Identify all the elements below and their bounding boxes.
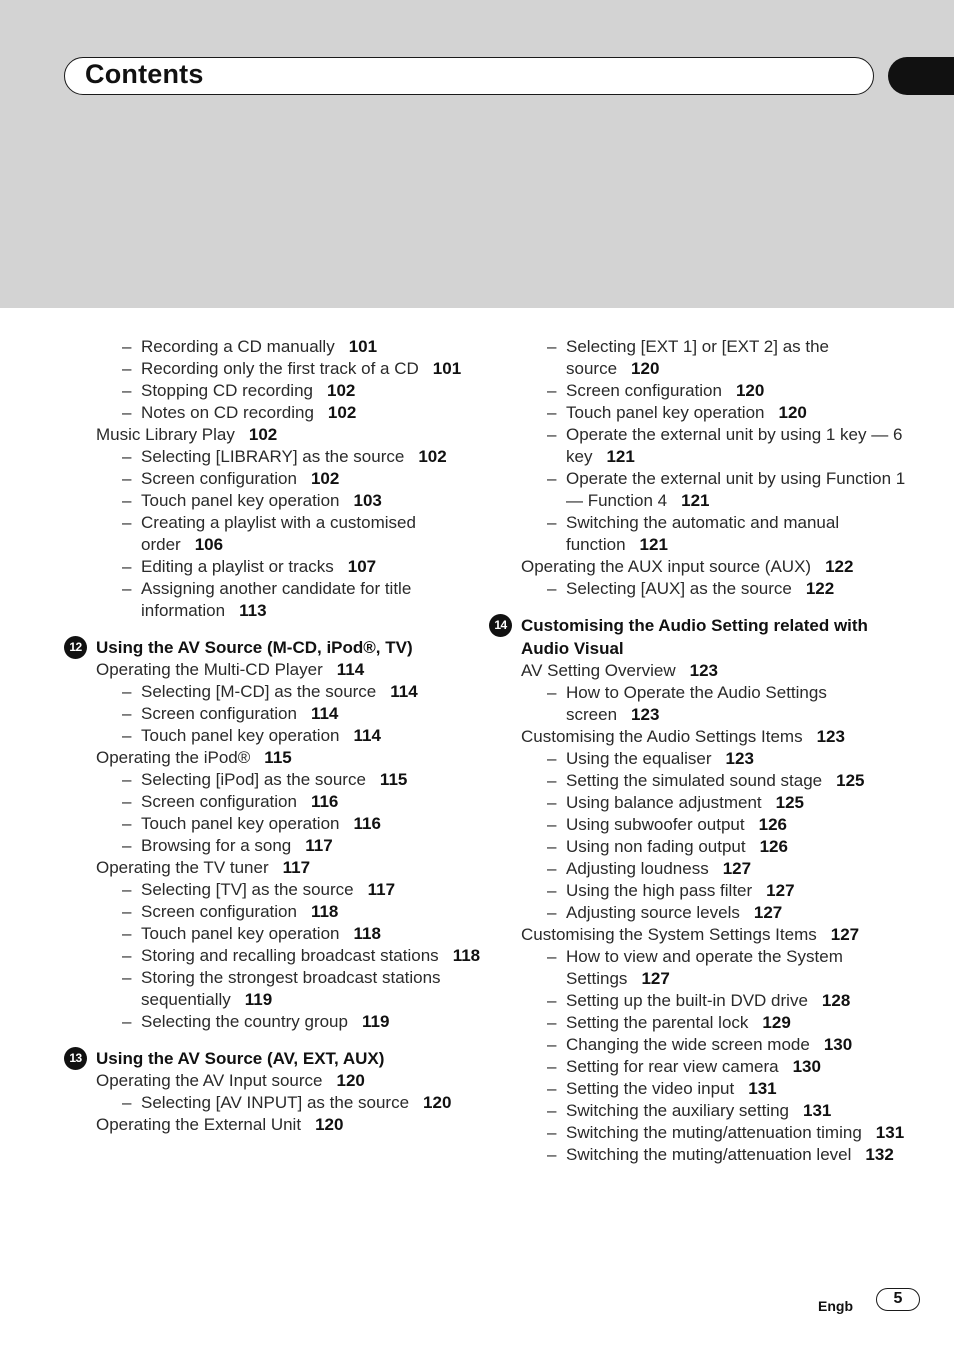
toc-subsection-entry[interactable]	[64, 380, 484, 402]
toc-subsection-entry[interactable]	[64, 512, 484, 556]
toc-entry-text: Customising the System Settings Items	[521, 925, 817, 944]
toc-subsection-entry[interactable]	[64, 769, 484, 791]
toc-entry-text: Adjusting source levels	[566, 903, 740, 922]
dash-bullet-icon: –	[547, 793, 557, 812]
toc-section-entry[interactable]	[489, 924, 909, 946]
toc-page-number: 121	[606, 447, 635, 466]
toc-entry-text: Browsing for a song	[141, 836, 292, 855]
toc-page-number: 120	[778, 403, 807, 422]
toc-entry-text: Assigning another candidate for title information	[141, 579, 412, 620]
toc-page-number: 127	[641, 969, 670, 988]
dash-bullet-icon: –	[122, 968, 132, 987]
toc-entry-text: Selecting the country group	[141, 1012, 348, 1031]
toc-subsection-entry[interactable]	[489, 814, 909, 836]
dash-bullet-icon: –	[122, 337, 132, 356]
toc-entry-text: Operating the External Unit	[96, 1115, 302, 1134]
toc-page-number: 119	[361, 1012, 390, 1031]
dash-bullet-icon: –	[122, 1012, 132, 1031]
toc-section-entry[interactable]	[489, 660, 909, 682]
toc-subsection-entry[interactable]	[489, 792, 909, 814]
toc-subsection-entry[interactable]	[64, 813, 484, 835]
dash-bullet-icon: –	[547, 991, 557, 1010]
toc-page-number: 131	[748, 1079, 777, 1098]
toc-entry-text: Editing a playlist or tracks	[141, 557, 334, 576]
toc-page-number: 130	[823, 1035, 853, 1054]
toc-subsection-entry[interactable]	[64, 490, 484, 512]
toc-subsection-entry[interactable]	[64, 725, 484, 747]
toc-entry-text: Setting up the built-in DVD drive	[566, 991, 808, 1010]
toc-entry-text: How to view and operate the System Settings	[566, 947, 843, 988]
dash-bullet-icon: –	[547, 1101, 557, 1120]
toc-page-number: 120	[315, 1115, 344, 1134]
dash-bullet-icon: –	[122, 381, 132, 400]
toc-entry-text: Operating the Multi-CD Player	[96, 660, 323, 679]
toc-subsection-entry[interactable]	[489, 1078, 909, 1100]
toc-page-number: 127	[766, 881, 795, 900]
toc-page-number: 128	[821, 991, 851, 1010]
toc-subsection-entry[interactable]	[489, 380, 909, 402]
dash-bullet-icon: –	[122, 902, 132, 921]
dash-bullet-icon: –	[547, 469, 557, 488]
toc-entry-text: Adjusting loudness	[566, 859, 709, 878]
dash-bullet-icon: –	[122, 836, 132, 855]
toc-entry-text: Selecting [TV] as the source	[141, 880, 354, 899]
toc-entry-text: Switching the muting/attenuation timing	[566, 1123, 862, 1142]
toc-entry-text: Switching the auxiliary setting	[566, 1101, 790, 1120]
toc-page-number: 125	[775, 793, 804, 812]
toc-subsection-entry[interactable]	[489, 836, 909, 858]
toc-subsection-entry[interactable]	[489, 336, 909, 380]
toc-page-number: 115	[379, 770, 408, 789]
toc-page-number: 120	[631, 359, 660, 378]
toc-page-number: 117	[282, 858, 311, 877]
toc-subsection-entry[interactable]	[64, 578, 484, 622]
toc-subsection-entry[interactable]	[489, 512, 909, 556]
dash-bullet-icon: –	[547, 1123, 557, 1142]
dash-bullet-icon: –	[122, 880, 132, 899]
toc-page-number: 119	[244, 990, 273, 1009]
section-tab	[888, 57, 954, 95]
title-bar	[64, 57, 874, 95]
toc-page-number: 123	[816, 727, 845, 746]
dash-bullet-icon: –	[122, 814, 132, 833]
toc-entry-text: Using subwoofer output	[566, 815, 745, 834]
toc-entry-text: Stopping CD recording	[141, 381, 313, 400]
toc-page-number: 120	[735, 381, 765, 400]
toc-entry-text: Selecting [AUX] as the source	[566, 579, 792, 598]
toc-entry-text: Recording only the first track of a CD	[141, 359, 419, 378]
toc-subsection-entry[interactable]	[64, 402, 484, 424]
chapter-number-icon: 12	[64, 636, 87, 659]
toc-entry-text: Operating the AV Input source	[96, 1071, 323, 1090]
dash-bullet-icon: –	[547, 837, 557, 856]
page-title: Contents	[85, 59, 204, 89]
toc-entry-text: Switching the muting/attenuation level	[566, 1145, 852, 1164]
toc-entry-text: Selecting [EXT 1] or [EXT 2] as the source	[566, 337, 830, 378]
dash-bullet-icon: –	[547, 381, 557, 400]
toc-entry-text: Operate the external unit by using Function 1 — Function 4	[566, 469, 906, 510]
toc-subsection-entry[interactable]	[64, 791, 484, 813]
dash-bullet-icon: –	[122, 447, 132, 466]
toc-entry-text: Using balance adjustment	[566, 793, 762, 812]
toc-page-number: 102	[418, 447, 447, 466]
toc-subsection-entry[interactable]	[64, 967, 484, 1011]
toc-entry-text: Creating a playlist with a customised order	[141, 513, 416, 554]
toc-entry-text: Selecting [M-CD] as the source	[141, 682, 377, 701]
toc-section-entry[interactable]	[64, 659, 484, 681]
toc-page-number: 117	[305, 836, 333, 855]
dash-bullet-icon: –	[122, 513, 132, 532]
chapter-heading[interactable]	[64, 1047, 484, 1070]
dash-bullet-icon: –	[122, 557, 132, 576]
dash-bullet-icon: –	[122, 403, 132, 422]
toc-subsection-entry[interactable]	[489, 1144, 909, 1166]
toc-subsection-entry[interactable]	[64, 446, 484, 468]
toc-entry-text: Operating the TV tuner	[96, 858, 269, 877]
toc-page-number: 106	[194, 535, 224, 554]
toc-entry-text: Changing the wide screen mode	[566, 1035, 810, 1054]
toc-entry-text: Screen configuration	[141, 469, 297, 488]
toc-entry-text: Storing the strongest broadcast stations sequentially	[141, 968, 441, 1009]
language-code: Engb	[818, 1298, 853, 1314]
toc-subsection-entry[interactable]	[64, 901, 484, 923]
toc-entry-text: Touch panel key operation	[141, 726, 340, 745]
toc-page-number: 114	[390, 682, 418, 701]
toc-subsection-entry[interactable]	[489, 682, 909, 726]
dash-bullet-icon: –	[547, 1057, 557, 1076]
toc-subsection-entry[interactable]	[64, 945, 484, 967]
toc-page-number: 127	[830, 925, 860, 944]
toc-entry-text: Switching the automatic and manual function	[566, 513, 840, 554]
toc-entry-text: Customising the Audio Settings Items	[521, 727, 803, 746]
toc-page-number: 129	[762, 1013, 791, 1032]
toc-subsection-entry[interactable]	[489, 770, 909, 792]
toc-page-number: 127	[722, 859, 752, 878]
toc-entry-text: Storing and recalling broadcast stations	[141, 946, 439, 965]
dash-bullet-icon: –	[547, 683, 557, 702]
toc-page-number: 123	[631, 705, 660, 724]
toc-subsection-entry[interactable]	[489, 1034, 909, 1056]
dash-bullet-icon: –	[547, 903, 557, 922]
toc-entry-text: Music Library Play	[96, 425, 235, 444]
toc-subsection-entry[interactable]	[64, 835, 484, 857]
toc-page-number: 130	[792, 1057, 821, 1076]
dash-bullet-icon: –	[547, 425, 557, 444]
header-band	[0, 0, 954, 308]
toc-page-number: 126	[759, 837, 788, 856]
chapter-heading[interactable]	[64, 636, 484, 659]
toc-entry-text: Using non fading output	[566, 837, 746, 856]
toc-section-entry[interactable]	[489, 556, 909, 578]
toc-page-number: 114	[336, 660, 365, 679]
dash-bullet-icon: –	[122, 946, 132, 965]
dash-bullet-icon: –	[122, 682, 132, 701]
toc-page-number: 101	[432, 359, 462, 378]
toc-entry-text: How to Operate the Audio Settings screen	[566, 683, 827, 724]
toc-page-number: 102	[248, 425, 278, 444]
toc-entry-text: Using the equaliser	[566, 749, 712, 768]
toc-page-number: 117	[367, 880, 396, 899]
toc-page-number: 115	[264, 748, 292, 767]
toc-entry-text: Operating the AUX input source (AUX)	[521, 557, 812, 576]
toc-entry-text: Touch panel key operation	[566, 403, 765, 422]
toc-page-number: 123	[689, 661, 719, 680]
toc-entry-text: Screen configuration	[566, 381, 722, 400]
toc-entry-text: Screen configuration	[141, 704, 297, 723]
dash-bullet-icon: –	[122, 579, 132, 598]
chapter-title: Using the AV Source (M-CD, iPod®, TV)	[96, 638, 413, 657]
toc-section-entry[interactable]	[64, 1114, 484, 1136]
toc-subsection-entry[interactable]	[489, 1122, 909, 1144]
toc-entry-text: Recording a CD manually	[141, 337, 335, 356]
toc-page-number: 114	[353, 726, 381, 745]
toc-page-number: 102	[327, 403, 357, 422]
toc-entry-text: Using the high pass filter	[566, 881, 753, 900]
page-number: 5	[876, 1288, 920, 1311]
toc-entry-text: Operate the external unit by using 1 key — 6 key	[566, 425, 903, 466]
toc-page-number: 103	[353, 491, 382, 510]
toc-page-number: 116	[310, 792, 339, 811]
dash-bullet-icon: –	[547, 403, 557, 422]
toc-page-number: 132	[865, 1145, 894, 1164]
toc-subsection-entry[interactable]	[489, 468, 909, 512]
toc-page-number: 131	[803, 1101, 832, 1120]
toc-page-number: 118	[310, 902, 339, 921]
toc-page-number: 101	[348, 337, 378, 356]
toc-subsection-entry[interactable]	[489, 1056, 909, 1078]
toc-section-entry[interactable]	[64, 857, 484, 879]
toc-subsection-entry[interactable]	[489, 402, 909, 424]
toc-page-number: 126	[758, 815, 787, 834]
dash-bullet-icon: –	[122, 924, 132, 943]
toc-section-entry[interactable]	[64, 424, 484, 446]
toc-subsection-entry[interactable]	[489, 880, 909, 902]
toc-subsection-entry[interactable]	[64, 879, 484, 901]
toc-page-number: 116	[353, 814, 381, 833]
toc-entry-text: Screen configuration	[141, 792, 297, 811]
toc-entry-text: Setting for rear view camera	[566, 1057, 779, 1076]
toc-subsection-entry[interactable]	[64, 1011, 484, 1033]
dash-bullet-icon: –	[122, 704, 132, 723]
chapter-number-icon: 14	[489, 614, 512, 637]
toc-subsection-entry[interactable]	[489, 858, 909, 880]
toc-page-number: 102	[326, 381, 356, 400]
toc-section-entry[interactable]	[64, 1070, 484, 1092]
toc-entry-text: Setting the parental lock	[566, 1013, 749, 1032]
toc-entry-text: Operating the iPod®	[96, 748, 251, 767]
toc-section-entry[interactable]	[489, 726, 909, 748]
chapter-number-icon: 13	[64, 1047, 87, 1070]
toc-left-column	[64, 336, 484, 1136]
toc-entry-text: Selecting [iPod] as the source	[141, 770, 366, 789]
toc-page-number: 131	[875, 1123, 905, 1142]
dash-bullet-icon: –	[547, 1035, 557, 1054]
dash-bullet-icon: –	[547, 947, 557, 966]
dash-bullet-icon: –	[547, 1013, 557, 1032]
toc-entry-text: Selecting [AV INPUT] as the source	[141, 1093, 410, 1112]
toc-page-number: 107	[347, 557, 377, 576]
toc-entry-text: Touch panel key operation	[141, 924, 340, 943]
dash-bullet-icon: –	[547, 815, 557, 834]
toc-page-number: 120	[423, 1093, 452, 1112]
toc-subsection-entry[interactable]	[489, 946, 909, 990]
dash-bullet-icon: –	[547, 513, 557, 532]
toc-entry-text: Notes on CD recording	[141, 403, 314, 422]
dash-bullet-icon: –	[122, 359, 132, 378]
toc-subsection-entry[interactable]	[489, 578, 909, 600]
dash-bullet-icon: –	[547, 579, 557, 598]
dash-bullet-icon: –	[547, 881, 557, 900]
toc-subsection-entry[interactable]	[64, 703, 484, 725]
toc-subsection-entry[interactable]	[489, 1100, 909, 1122]
toc-page-number: 114	[310, 704, 339, 723]
toc-subsection-entry[interactable]	[64, 468, 484, 490]
toc-subsection-entry[interactable]	[64, 1092, 484, 1114]
toc-page-number: 118	[353, 924, 381, 943]
toc-subsection-entry[interactable]	[489, 1012, 909, 1034]
toc-subsection-entry[interactable]	[64, 923, 484, 945]
toc-subsection-entry[interactable]	[489, 990, 909, 1012]
toc-page-number: 118	[452, 946, 481, 965]
toc-entry-text: Setting the simulated sound stage	[566, 771, 823, 790]
toc-page-number: 127	[753, 903, 783, 922]
toc-entry-text: AV Setting Overview	[521, 661, 676, 680]
dash-bullet-icon: –	[122, 770, 132, 789]
dash-bullet-icon: –	[547, 337, 557, 356]
toc-section-entry[interactable]	[64, 747, 484, 769]
toc-page-number: 123	[725, 749, 754, 768]
toc-page-number: 102	[310, 469, 340, 488]
chapter-heading[interactable]	[489, 614, 909, 660]
toc-entry-text: Selecting [LIBRARY] as the source	[141, 447, 405, 466]
dash-bullet-icon: –	[547, 859, 557, 878]
dash-bullet-icon: –	[122, 726, 132, 745]
toc-page-number: 125	[836, 771, 865, 790]
dash-bullet-icon: –	[122, 792, 132, 811]
dash-bullet-icon: –	[122, 491, 132, 510]
toc-page-number: 121	[639, 535, 668, 554]
chapter-title: Customising the Audio Setting related with Audio Visual	[521, 616, 868, 658]
dash-bullet-icon: –	[122, 469, 132, 488]
toc-subsection-entry[interactable]	[489, 424, 909, 468]
toc-subsection-entry[interactable]	[64, 556, 484, 578]
toc-entry-text: Touch panel key operation	[141, 814, 340, 833]
toc-page-number: 120	[336, 1071, 365, 1090]
toc-entry-text: Setting the video input	[566, 1079, 735, 1098]
toc-entry-text: Screen configuration	[141, 902, 297, 921]
toc-subsection-entry[interactable]	[64, 336, 484, 358]
toc-page-number: 122	[805, 579, 835, 598]
toc-page-number: 113	[239, 601, 267, 620]
toc-subsection-entry[interactable]	[64, 358, 484, 380]
toc-right-column	[489, 336, 909, 1166]
toc-page-number: 122	[825, 557, 854, 576]
dash-bullet-icon: –	[547, 1079, 557, 1098]
dash-bullet-icon: –	[547, 771, 557, 790]
toc-entry-text: Touch panel key operation	[141, 491, 340, 510]
dash-bullet-icon: –	[547, 1145, 557, 1164]
toc-page-number: 121	[681, 491, 710, 510]
chapter-title: Using the AV Source (AV, EXT, AUX)	[96, 1049, 385, 1068]
toc-subsection-entry[interactable]	[489, 902, 909, 924]
dash-bullet-icon: –	[122, 1093, 132, 1112]
dash-bullet-icon: –	[547, 749, 557, 768]
toc-subsection-entry[interactable]	[489, 748, 909, 770]
toc-subsection-entry[interactable]	[64, 681, 484, 703]
